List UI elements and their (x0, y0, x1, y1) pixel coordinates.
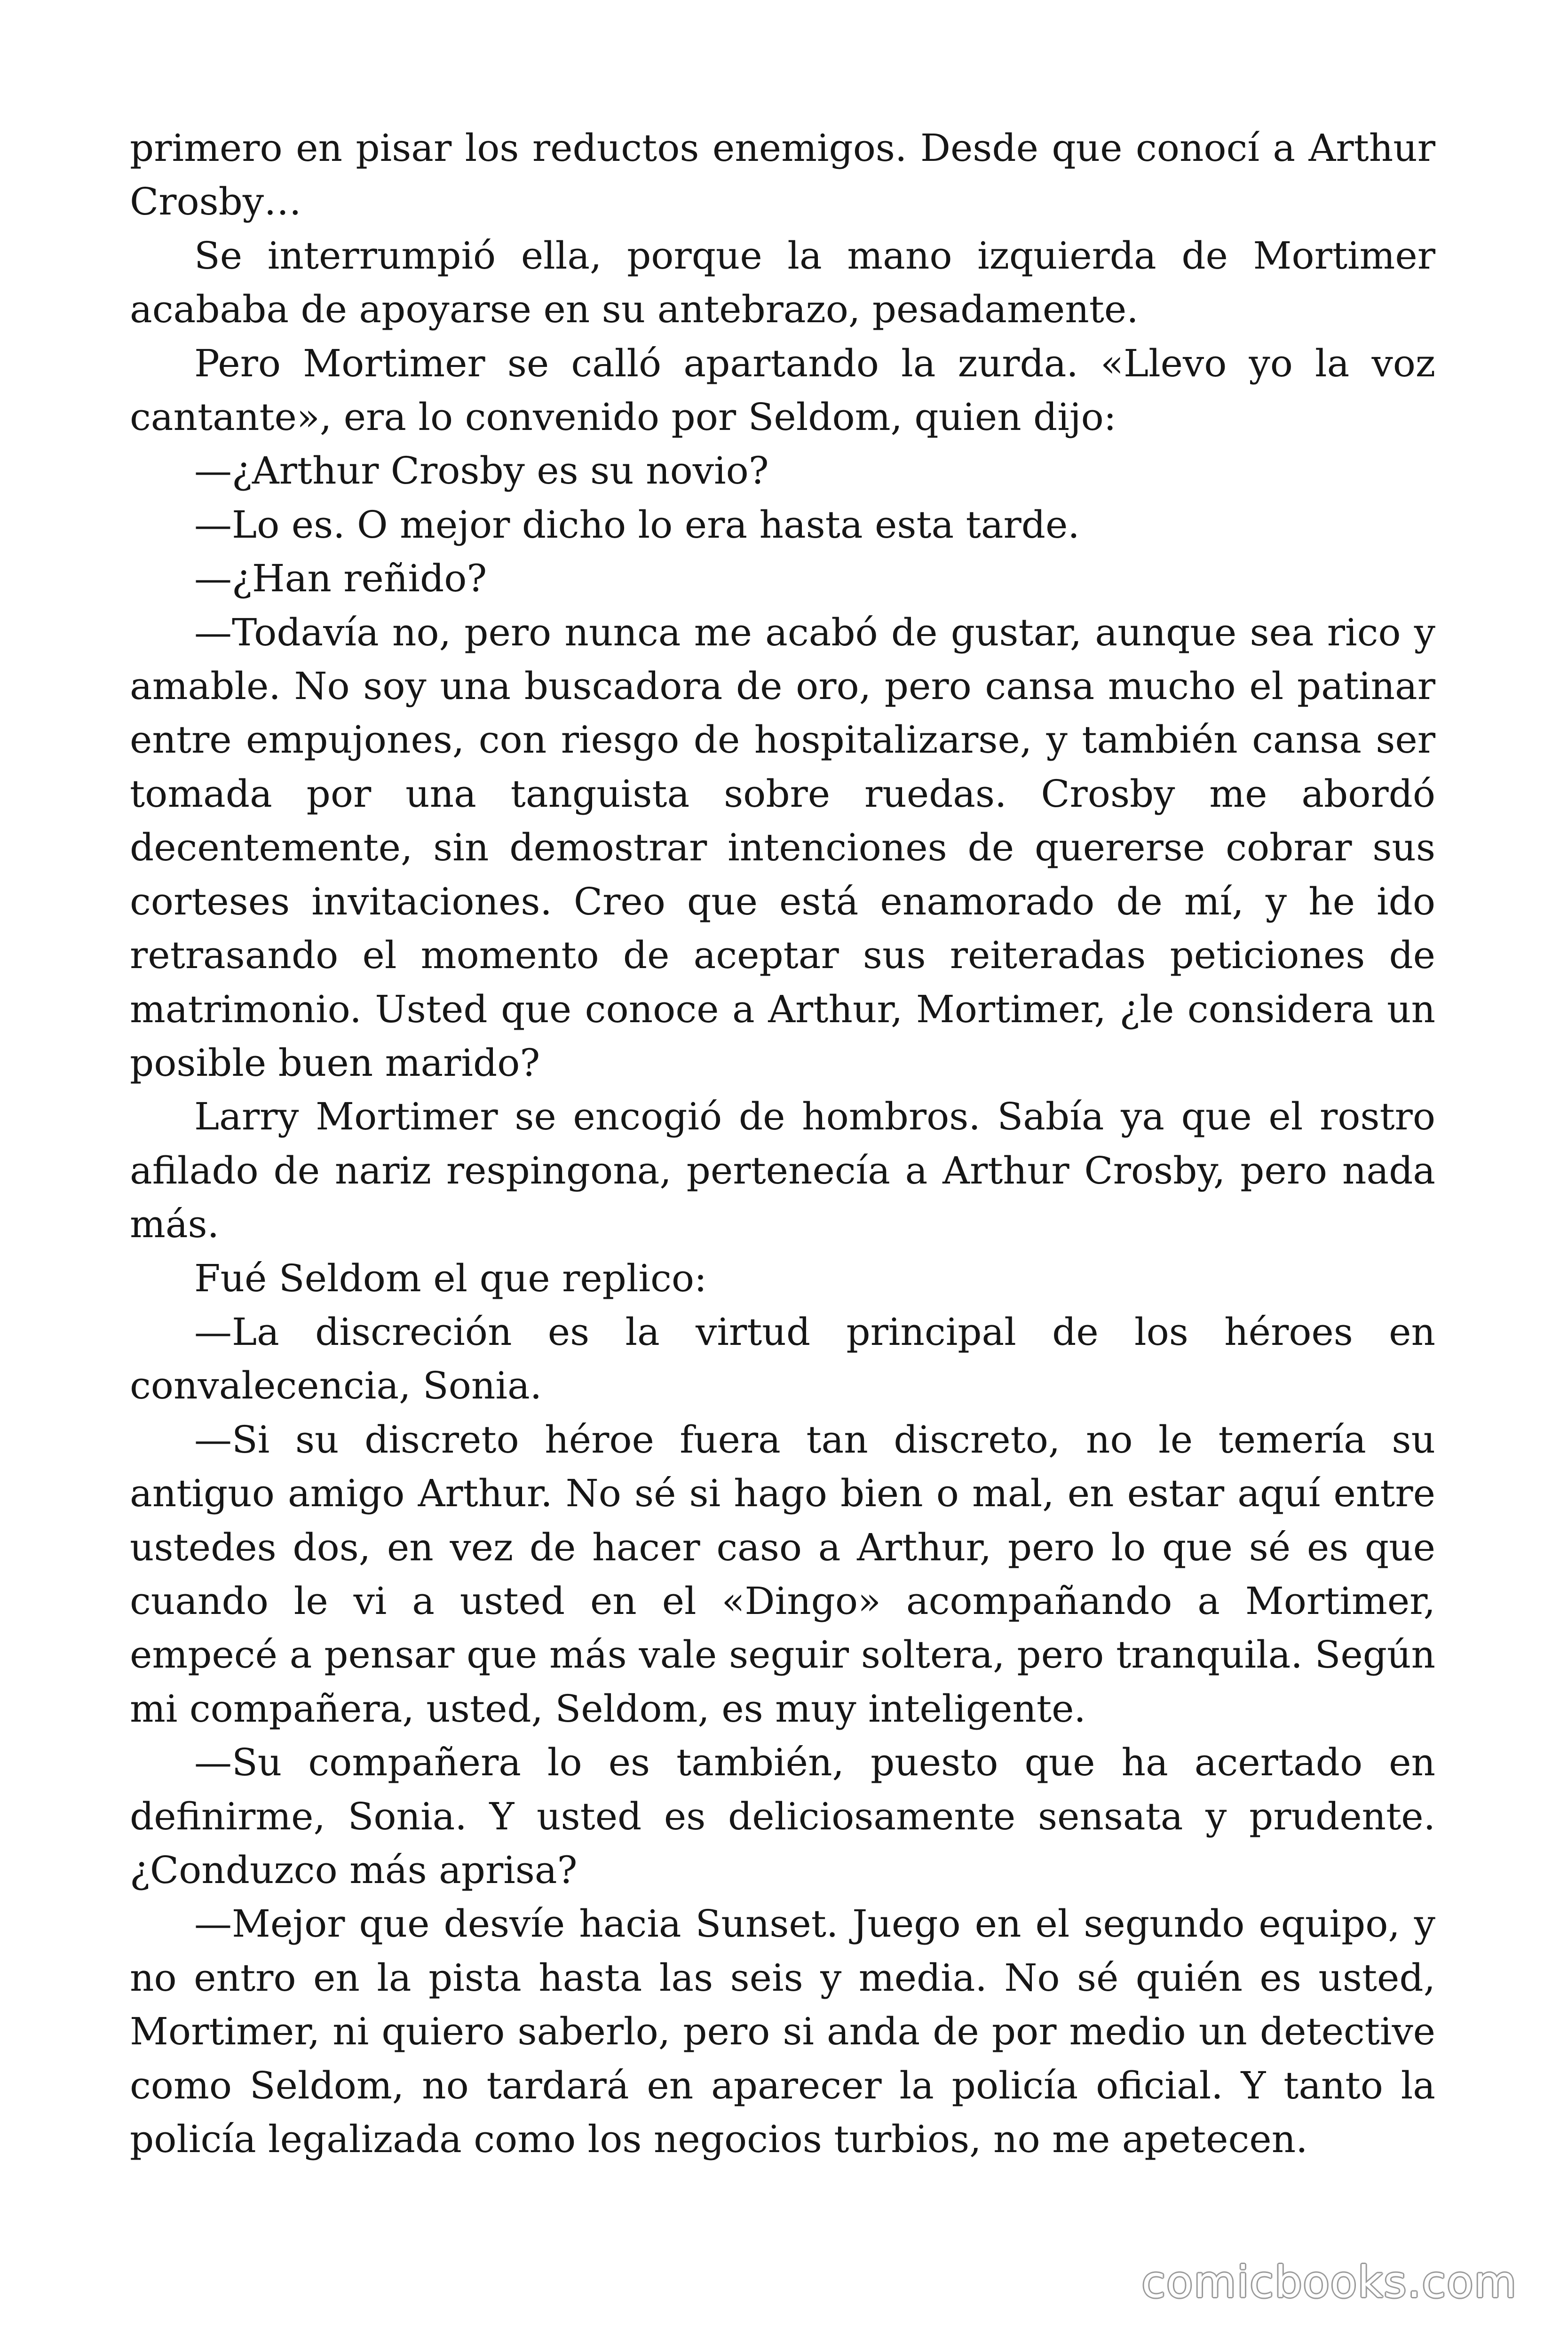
site-watermark: comicbooks.com (1141, 2257, 1517, 2307)
paragraph-3: Pero Mortimer se calló apartando la zurda. «Llevo yo la voz cantante», era lo convenido por Seldom, quien dijo: (130, 341, 1435, 439)
paragraph-7: —Todavía no, pero nunca me acabó de gustar, aunque sea rico y amable. No soy una buscadora de oro, pero cansa mucho el patinar entre empujones, con riesgo de hospitalizarse, y también cansa ser tomada por una tanguista sobre ruedas. Crosby me abordó decentemente, sin demostrar intenciones de quererse cobrar sus corteses invitaciones. Creo que está enamorado de mí, y he ido retrasando el momento de aceptar sus reiteradas peticiones de matrimonio. Usted que conoce a Arthur, Mortimer, ¿le considera un posible buen marido? (130, 610, 1435, 1085)
paragraph-6: —¿Han reñido? (194, 556, 487, 601)
paragraph-8: Larry Mortimer se encogió de hombros. Sabía ya que el rostro afilado de nariz respingona, pertenecía a Arthur Crosby, pero nada más. (130, 1095, 1435, 1247)
paragraph-11: —Si su discreto héroe fuera tan discreto, no le temería su antiguo amigo Arthur. No sé si hago bien o mal, en estar aquí entre ustedes dos, en vez de hacer caso a Arthur, pero lo que sé es que cuando le vi a usted en el «Dingo» acompañando a Mortimer, empecé a pensar que más vale seguir soltera, pero tranquila. Según mi compañera, usted, Seldom, es muy inteligente. (130, 1417, 1435, 1731)
paragraph-13: —Mejor que desvíe hacia Sunset. Juego en el segundo equipo, y no entro en la pista hasta las seis y media. No sé quién es usted, Mortimer, ni quiero saberlo, pero si anda de por medio un detective como Seldom, no tardará en aparecer la policía oficial. Y tanto la policía legalizada como los negocios turbios, no me apetecen. (130, 1902, 1435, 2161)
paragraph-5: —Lo es. O mejor dicho lo era hasta esta tarde. (194, 502, 1080, 547)
paragraph-9: Fué Seldom el que replico: (194, 1256, 707, 1300)
paragraph-1: primero en pisar los reductos enemigos. Desde que conocí a Arthur Crosby… (130, 126, 1435, 224)
paragraph-2: Se interrumpió ella, porque la mano izquierda de Mortimer acababa de apoyarse en su antebrazo, pesadamente. (130, 233, 1435, 332)
page-body (130, 121, 1435, 2166)
paragraph-10: —La discreción es la virtud principal de los héroes en convalecencia, Sonia. (130, 1310, 1435, 1408)
paragraph-12: —Su compañera lo es también, puesto que ha acertado en definirme, Sonia. Y usted es deliciosamente sensata y prudente. ¿Conduzco más aprisa? (130, 1740, 1435, 1892)
paragraph-4: —¿Arthur Crosby es su novio? (194, 449, 769, 493)
